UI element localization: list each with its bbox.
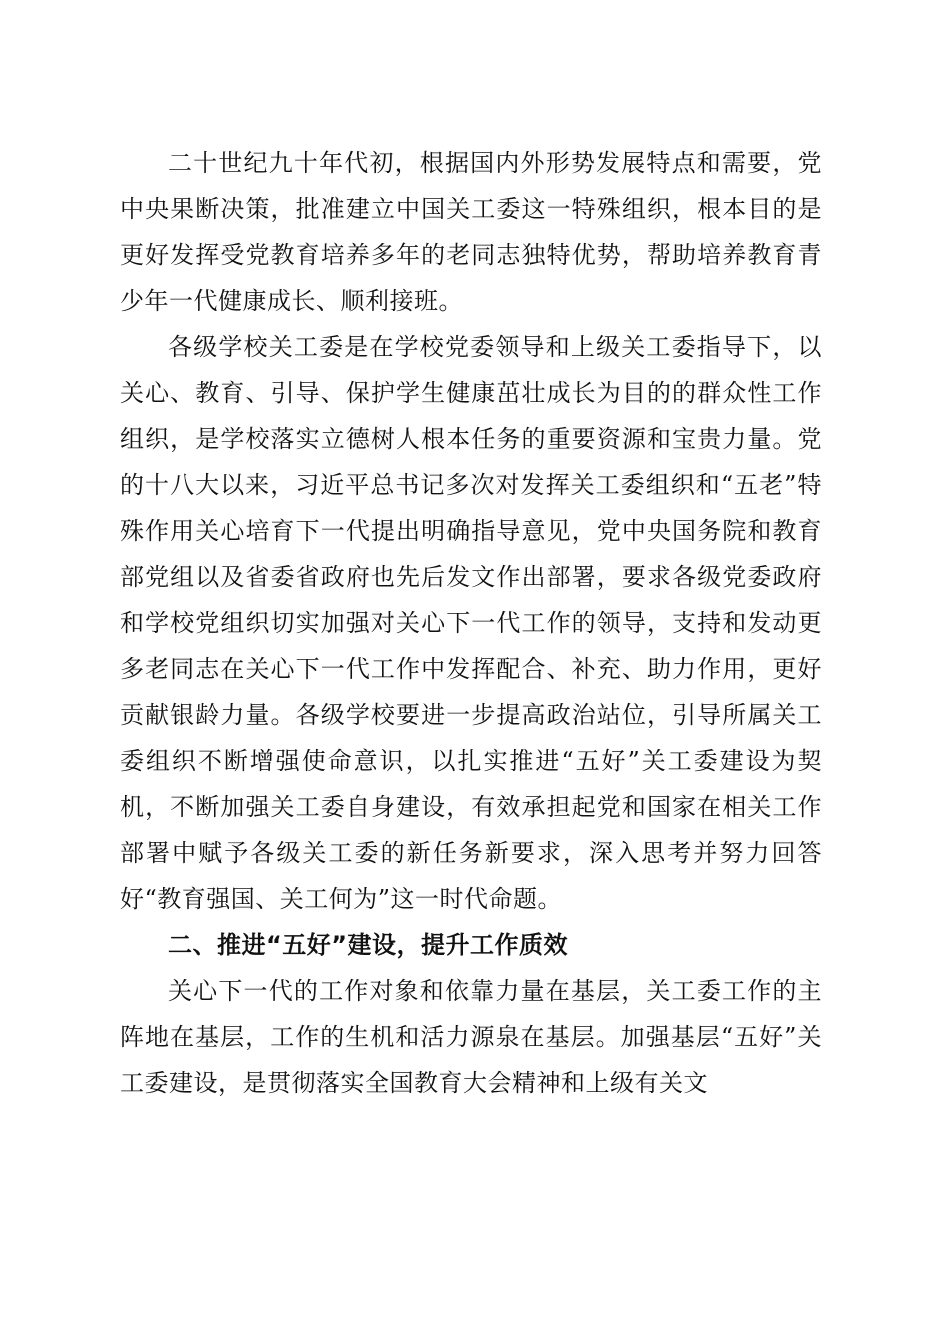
section-heading: 二、推进“五好”建设，提升工作质效 <box>168 931 569 959</box>
paragraph-grassroots: 关心下一代的工作对象和依靠力量在基层，关工委工作的主阵地在基层，工作的生机和活力源泉在基层。加强基层“五好”关工委建设，是贯彻落实全国教育大会精神和上级有关文 <box>120 977 822 1097</box>
document-body <box>120 140 822 1106</box>
paragraph-school-committee: 各级学校关工委是在学校党委领导和上级关工委指导下，以关心、教育、引导、保护学生健康茁壮成长为目的的群众性工作组织，是学校落实立德树人根本任务的重要资源和宝贵力量。党的十八大以来，习近平总书记多次对发挥关工委组织和“五老”特殊作用关心培育下一代提出明确指导意见，党中央国务院和教育部党组以及省委省政府也先后发文作出部署，要求各级党委政府和学校党组织切实加强对关心下一代工作的领导，支持和发动更多老同志在关心下一代工作中发挥配合、补充、助力作用，更好贡献银龄力量。各级学校要进一步提高政治站位，引导所属关工委组织不断增强使命意识，以扎实推进“五好”关工委建设为契机，不断加强关工委自身建设，有效承担起党和国家在相关工作部署中赋予各级关工委的新任务新要求，深入思考并努力回答好“教育强国、关工何为”这一时代命题。 <box>120 333 822 913</box>
paragraph-intro: 二十世纪九十年代初，根据国内外形势发展特点和需要，党中央果断决策，批准建立中国关工委这一特殊组织，根本目的是更好发挥受党教育培养多年的老同志独特优势，帮助培养教育青少年一代健康成长、顺利接班。 <box>120 149 822 315</box>
